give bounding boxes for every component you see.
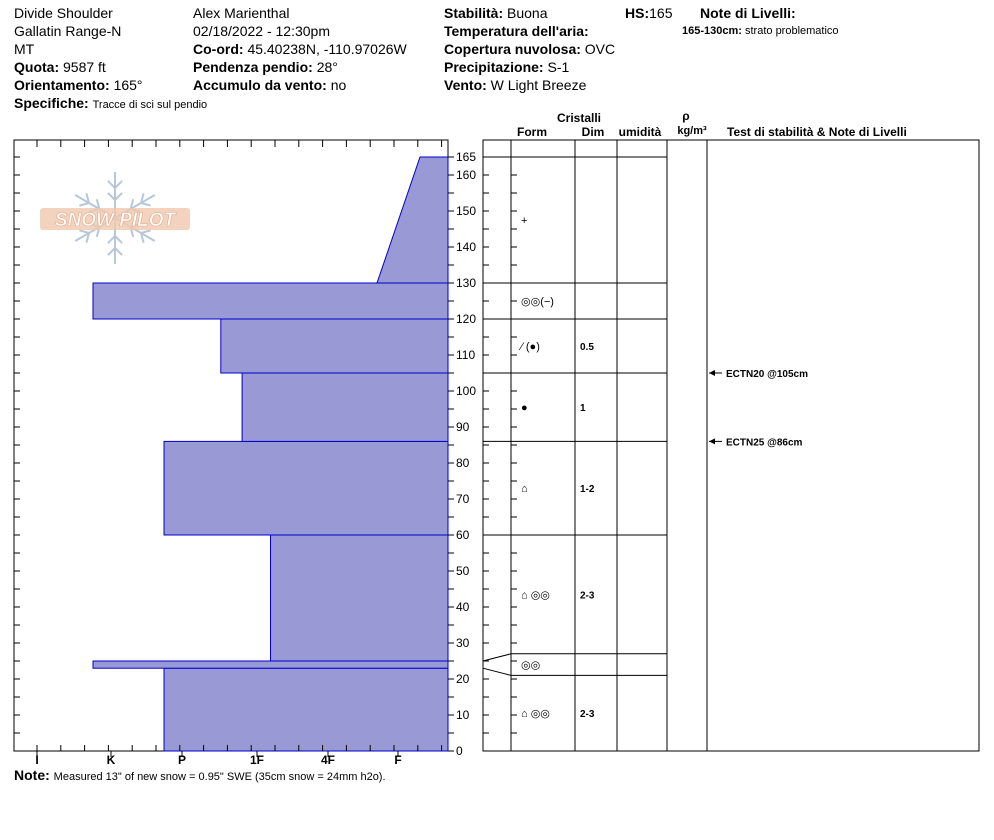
depth-connector <box>483 668 511 675</box>
hardness-layer-bar <box>242 373 448 441</box>
observer-name: Alex Marienthal <box>193 5 290 21</box>
snowflake-branch <box>115 181 122 188</box>
location-name: Divide Shoulder <box>14 5 113 21</box>
column-headers <box>517 109 907 139</box>
depth-tick-label: 60 <box>456 528 470 542</box>
crystal-form-symbol: ⌂ ◎◎ <box>521 708 550 721</box>
hardness-tick-label: I <box>35 753 39 767</box>
snowflake-branch <box>79 203 89 206</box>
form-header: Form <box>517 125 547 139</box>
note-label: Note: <box>14 767 50 783</box>
precip-value: S-1 <box>547 59 570 75</box>
note-livelli-label: Note di Livelli: <box>700 5 796 21</box>
depth-tick-label: 10 <box>456 708 470 722</box>
datetime: 02/18/2022 - 12:30pm <box>193 23 330 39</box>
cristalli-header: Cristalli <box>556 111 602 125</box>
depth-tick-label: 130 <box>456 276 477 290</box>
range-name: Gallatin Range-N <box>14 23 122 39</box>
crystal-dim-label: 1-2 <box>580 484 595 496</box>
coord-value: 45.40238N, -110.97026W <box>247 41 407 57</box>
hardness-tick-label: 1F <box>249 753 265 767</box>
depth-tick-label: 30 <box>456 636 470 650</box>
crystal-dim-label: 2-3 <box>580 709 595 721</box>
crystal-form-symbol: ⌂ <box>521 483 528 496</box>
hardness-layer-bar <box>221 319 448 373</box>
crystal-form-symbol: ◎◎(−) <box>521 296 554 308</box>
hardness-layer-wedge <box>377 157 448 283</box>
orient-label: Orientamento: <box>14 77 110 93</box>
depth-connector <box>483 654 511 661</box>
precip-label: Precipitazione: <box>444 59 544 75</box>
accumulo-value: no <box>330 77 347 93</box>
hardness-tick-label: P <box>177 753 187 767</box>
hardness-layer-bar <box>164 441 448 535</box>
snowflake-branch <box>115 248 122 255</box>
crystal-dim-label: 0.5 <box>580 342 594 353</box>
note-text: Measured 13" of new snow = 0.95" SWE (35cm snow = 24mm h2o). <box>53 771 386 783</box>
snowflake-branch <box>108 248 115 255</box>
umidita-header: umidità <box>618 125 662 139</box>
depth-tick-label: 50 <box>456 564 470 578</box>
depth-tick-label: 20 <box>456 672 470 686</box>
specifiche-label: Specifiche: <box>14 95 89 111</box>
depth-tick-label: 160 <box>456 168 477 182</box>
pendenza-label: Pendenza pendio: <box>193 59 313 75</box>
crystal-form-symbol: ⌂ ◎◎ <box>521 589 550 602</box>
test-arrowhead <box>709 438 715 444</box>
note-livelli-text: strato problematico <box>745 25 839 37</box>
snowflake-branch <box>115 193 122 200</box>
stabilita-value: Buona <box>507 5 548 21</box>
vento-label: Vento: <box>444 77 487 93</box>
stability-tests <box>709 369 808 448</box>
depth-tick-label: 40 <box>456 600 470 614</box>
hardness-layer-bar <box>93 283 448 319</box>
coord-label: Co-ord: <box>193 41 244 57</box>
crystal-form-symbol: ⁄ (●) <box>521 341 540 353</box>
snowflake-branch <box>115 236 122 243</box>
logo-text: SNOW PILOT <box>54 210 176 231</box>
depth-tick-label: 70 <box>456 492 470 506</box>
orient-value: 165° <box>113 77 143 93</box>
hardness-tick-label: 4F <box>320 753 336 767</box>
hs-value: 165 <box>649 5 673 21</box>
crystal-form-symbol: + <box>521 215 528 227</box>
test-arrowhead <box>709 370 715 376</box>
hardness-tick-label: F <box>394 753 402 767</box>
rho-header: ρ <box>682 109 690 123</box>
quota-label: Quota: <box>14 59 60 75</box>
snowflake-branch <box>141 203 151 206</box>
hardness-layers <box>93 157 448 751</box>
temp-label: Temperatura dell'aria: <box>444 23 589 39</box>
crystal-form-symbol: ◎◎ <box>521 659 541 672</box>
crystal-form-symbol: ● <box>521 402 528 415</box>
state-name: MT <box>14 41 35 57</box>
test-header: Test di stabilità & Note di Livelli <box>727 125 907 139</box>
depth-tick-label: 80 <box>456 456 470 470</box>
crystal-dim-label: 2-3 <box>580 590 595 602</box>
copertura-label: Copertura nuvolosa: <box>444 41 581 57</box>
depth-tick-label: 0 <box>456 744 463 758</box>
depth-tick-label: 140 <box>456 240 477 254</box>
pendenza-value: 28° <box>316 59 338 75</box>
crystal-dim-label: 1 <box>580 403 586 415</box>
hardness-layer-bar <box>271 535 449 661</box>
kgm3-header: kg/m³ <box>677 125 707 137</box>
dim-header: Dim <box>581 125 605 139</box>
hardness-tick-label: K <box>106 753 116 767</box>
stabilita-label: Stabilità: <box>444 5 504 21</box>
test-label: ECTN20 @105cm <box>726 369 809 380</box>
accumulo-label: Accumulo da vento: <box>193 77 327 93</box>
test-label: ECTN25 @86cm <box>726 437 803 449</box>
depth-tick-label: 100 <box>456 384 477 398</box>
specifiche-value: Tracce di sci sul pendio <box>92 99 208 111</box>
snowpilot-logo <box>40 172 190 264</box>
hardness-layer-bar <box>93 661 448 668</box>
vento-value: W Light Breeze <box>490 77 587 93</box>
depth-tick-label: 110 <box>456 348 476 362</box>
note-livelli-range: 165-130cm: <box>682 25 742 37</box>
hardness-layer-bar <box>164 668 448 751</box>
snowflake-branch <box>108 236 115 243</box>
depth-tick-label: 165 <box>456 150 477 164</box>
quota-value: 9587 ft <box>63 59 106 75</box>
depth-tick-label: 90 <box>456 420 470 434</box>
snowflake-branch <box>108 181 115 188</box>
snowflake-branch <box>108 193 115 200</box>
hs-label: HS: <box>625 5 650 21</box>
copertura-value: OVC <box>584 41 616 57</box>
depth-tick-label: 150 <box>456 204 477 218</box>
depth-tick-label: 120 <box>456 312 477 326</box>
